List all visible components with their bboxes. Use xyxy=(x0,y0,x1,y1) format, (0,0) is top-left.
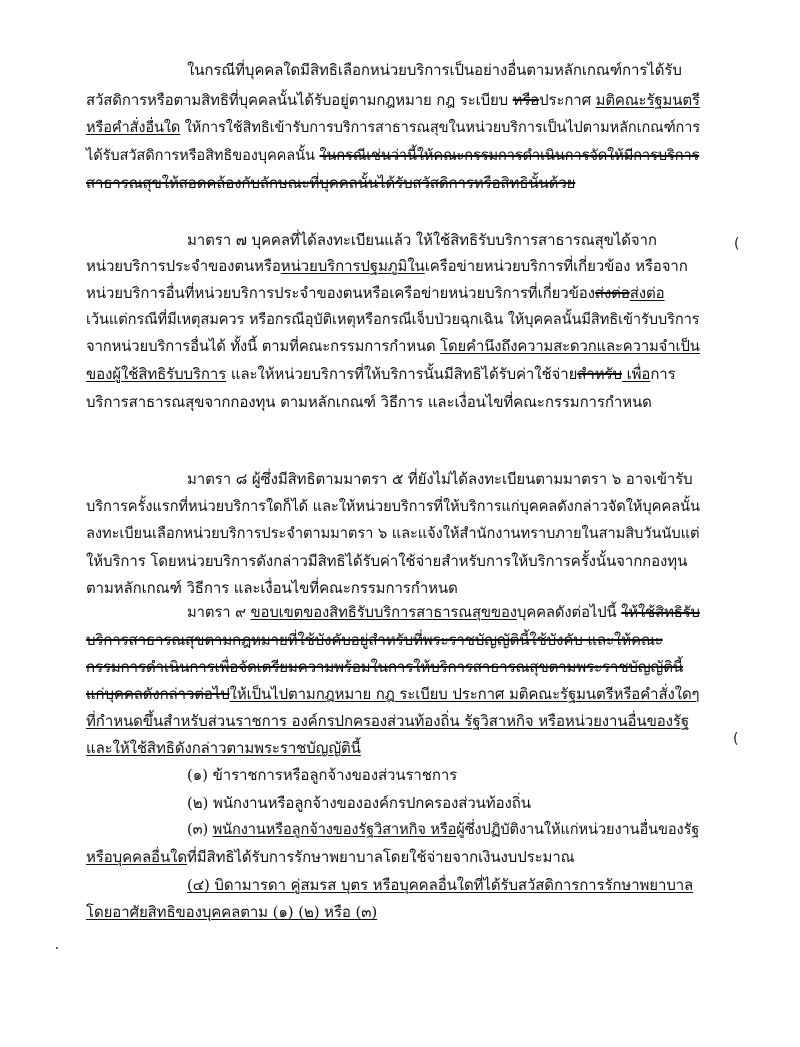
underlined-text: โดยอาศัยสิทธิของบุคคลตาม (๑) (๒) หรือ (๓) xyxy=(86,903,378,921)
text-line xyxy=(86,657,683,677)
text-run: ผู้ซึ่งปฏิบัติงานให้แก่หน่วยงานอื่นของรัฐ xyxy=(456,821,700,838)
text-run: ให้บริการ โดยหน่วยบริการดังกล่าวมีสิทธิได้รับค่าใช้จ่ายสำหรับการให้บริการครั้งนั้นจากกองทุน xyxy=(86,552,688,570)
text-line xyxy=(86,497,700,517)
text-run: (๒) พนักงานหรือลูกจ้างขององค์กรปกครองส่วนท้องถิ่น xyxy=(187,794,531,812)
text-run: ลงทะเบียนเลือกหน่วยบริการประจำตามมาตรา ๖ และแจ้งให้สำนักงานทราบภายในสามสิบวันนับแต่ xyxy=(86,525,700,542)
text-line xyxy=(187,820,699,840)
struck-text: ในกรณีเช่นว่านี้ให้คณะกรรมการดำเนินการจัดให้มีการบริการ xyxy=(319,147,700,164)
struck-text: สำหรับ xyxy=(577,365,622,383)
text-line xyxy=(86,524,699,544)
underlined-text: และให้ใช้สิทธิดังกล่าวตามพระราชบัญญัตินี้ xyxy=(86,739,361,757)
text-run: บริการสาธารณสุขจากกองทุน ตามหลักเกณฑ์ วิธีการ และเงื่อนไขที่คณะกรรมการกำหนด xyxy=(86,393,652,411)
struck-text: ส่งต่อ xyxy=(594,284,630,302)
underlined-text: ส่งต่อ xyxy=(629,284,665,302)
text-run: บุคคลดังต่อไปนี้ xyxy=(516,604,622,621)
text-run: มาตรา ๗ บุคคลที่ได้ลงทะเบียนแล้ว ให้ใช้สิทธิรับบริการสาธารณสุขได้จาก xyxy=(187,231,657,249)
struck-text: แก่บุคคลดังกล่าวต่อไป xyxy=(86,685,230,703)
text-line xyxy=(187,469,693,489)
text-run: ที่มีสิทธิได้รับการรักษาพยาบาลโดยใช้จ่ายจากเงินงบประมาณ xyxy=(186,848,575,866)
text-line xyxy=(86,337,700,357)
text-run: มาตรา ๙ xyxy=(187,604,251,621)
underlined-text: หน่วยบริการปฐมภูมิใน xyxy=(280,257,425,275)
text-run: ในกรณีที่บุคคลใดมีสิทธิเลือกหน่วยบริการเป็นอย่างอื่นตามหลักเกณฑ์การได้รับ xyxy=(187,61,682,79)
text-run: มาตรา ๘ ผู้ซึ่งมีสิทธิตามมาตรา ๕ ที่ยังไม่ได้ลงทะเบียนตามมาตรา ๖ อาจเข้ารับ xyxy=(187,470,693,488)
text-line xyxy=(86,578,458,598)
text-line xyxy=(86,310,699,330)
underlined-text: ให้เป็นไปตามกฎหมาย กฎ ระเบียบ ประกาศ มติคณะรัฐมนตรีหรือคำสั่งใดๆ xyxy=(229,685,700,703)
struck-text: กรรมการดำเนินการเพื่อจัดเตรียมความพร้อมในการให้บริการสาธารณสุขตามพระราชบัญญัตินี้ xyxy=(86,658,683,676)
text-line xyxy=(86,146,699,166)
text-run: บริการครั้งแรกที่หน่วยบริการใดก็ได้ และให้หน่วยบริการที่ให้บริการแก่บุคคลดังกล่าวจัดให้บุคคลนั้น xyxy=(86,498,700,515)
underlined-text: มติคณะรัฐมนตรี xyxy=(595,91,700,109)
underlined-text: เพื่อ xyxy=(621,365,651,383)
text-line xyxy=(187,603,700,623)
underlined-text: หรือบุคคลอื่นใด xyxy=(86,848,187,866)
text-line xyxy=(86,684,700,704)
text-run: หน่วยบริการอื่นที่หน่วยบริการประจำของตนหรือเครือข่ายหน่วยบริการที่เกี่ยวข้อง xyxy=(86,284,595,302)
text-line xyxy=(86,364,676,384)
text-line xyxy=(187,765,457,785)
text-line xyxy=(86,847,574,867)
text-line xyxy=(86,711,689,731)
text-line xyxy=(86,256,688,276)
underlined-text: ที่กำหนดขึ้นสำหรับส่วนราชการ องค์กรปกครองส่วนท้องถิ่น รัฐวิสาหกิจ หรือหน่วยงานอื่นของรัฐ xyxy=(86,712,689,730)
text-line xyxy=(187,875,693,895)
text-line xyxy=(86,630,663,650)
text-line xyxy=(86,173,575,193)
text-line xyxy=(86,118,700,138)
text-run: ได้รับสวัสดิการหรือสิทธิของบุคคลนั้น xyxy=(86,147,320,164)
underlined-text: ขอบเขตของสิทธิรับบริการสาธารณสุขของ xyxy=(250,604,517,621)
margin-mark-1: ( xyxy=(734,236,740,252)
text-run: และให้หน่วยบริการที่ให้บริการนั้นมีสิทธิได้รับค่าใช้จ่าย xyxy=(226,365,578,383)
scan-speck xyxy=(56,947,58,949)
struck-text: บริการสาธารณสุขตามกฎหมายที่ใช้บังคับอยู่สำหรับที่พระราชบัญญัตินี้ใช้บังคับ และให้คณะ xyxy=(86,631,663,649)
struck-text: หรือ xyxy=(512,91,540,109)
underlined-text: ของผู้ใช้สิทธิรับบริการ xyxy=(86,365,227,383)
text-line xyxy=(86,902,377,922)
text-run: (๓) xyxy=(187,821,213,838)
text-run: การ xyxy=(650,365,676,383)
text-run: (๑) ข้าราชการหรือลูกจ้างของส่วนราชการ xyxy=(187,766,458,784)
text-line xyxy=(86,283,665,303)
underlined-text: (๔) บิดามารดา คู่สมรส บุตร หรือบุคคลอื่นใดที่ได้รับสวัสดิการการรักษาพยาบาล xyxy=(187,876,694,894)
margin-mark-2: ( xyxy=(733,731,739,747)
text-run: ตามหลักเกณฑ์ วิธีการ และเงื่อนไขที่คณะกรรมการกำหนด xyxy=(86,579,458,597)
text-run: เว้นแต่กรณีที่มีเหตุสมควร หรือกรณีอุบัติเหตุหรือกรณีเจ็บป่วยฉุกเฉิน ให้บุคคลนั้นมีสิทธิเข้ารับบริการ xyxy=(86,311,700,328)
text-run: เครือข่ายหน่วยบริการที่เกี่ยวข้อง หรือจาก xyxy=(424,257,688,275)
text-run: สวัสดิการหรือตามสิทธิที่บุคคลนั้นได้รับอยู่ตามกฎหมาย กฎ ระเบียบ xyxy=(86,91,513,109)
text-line xyxy=(187,793,531,813)
text-run: ให้การใช้สิทธิเข้ารับการบริการสาธารณสุขในหน่วยบริการเป็นไปตามหลักเกณฑ์การ xyxy=(180,119,701,136)
text-line xyxy=(86,551,687,571)
struck-text: ให้ใช้สิทธิรับ xyxy=(621,604,700,621)
text-line xyxy=(86,392,652,412)
underlined-text: หรือคำสั่งอื่นใด xyxy=(86,119,181,136)
text-line xyxy=(187,230,657,250)
underlined-text: โดยคำนึงถึงความสะดวกและความจำเป็น xyxy=(440,338,700,355)
underlined-text: พนักงานหรือลูกจ้างของรัฐวิสาหกิจ หรือ xyxy=(212,821,457,838)
text-run: ประกาศ xyxy=(539,91,596,109)
text-run: จากหน่วยบริการอื่นได้ ทั้งนี้ ตามที่คณะกรรมการกำหนด xyxy=(86,338,441,355)
text-line xyxy=(86,90,700,110)
struck-text: สาธารณสุขให้สอดคล้องกับลักษณะที่บุคคลนั้นได้รับสวัสดิการหรือสิทธินั้นด้วย xyxy=(86,174,576,192)
text-run: หน่วยบริการประจำของตนหรือ xyxy=(86,257,281,275)
text-line xyxy=(86,738,361,758)
text-line xyxy=(187,60,682,80)
